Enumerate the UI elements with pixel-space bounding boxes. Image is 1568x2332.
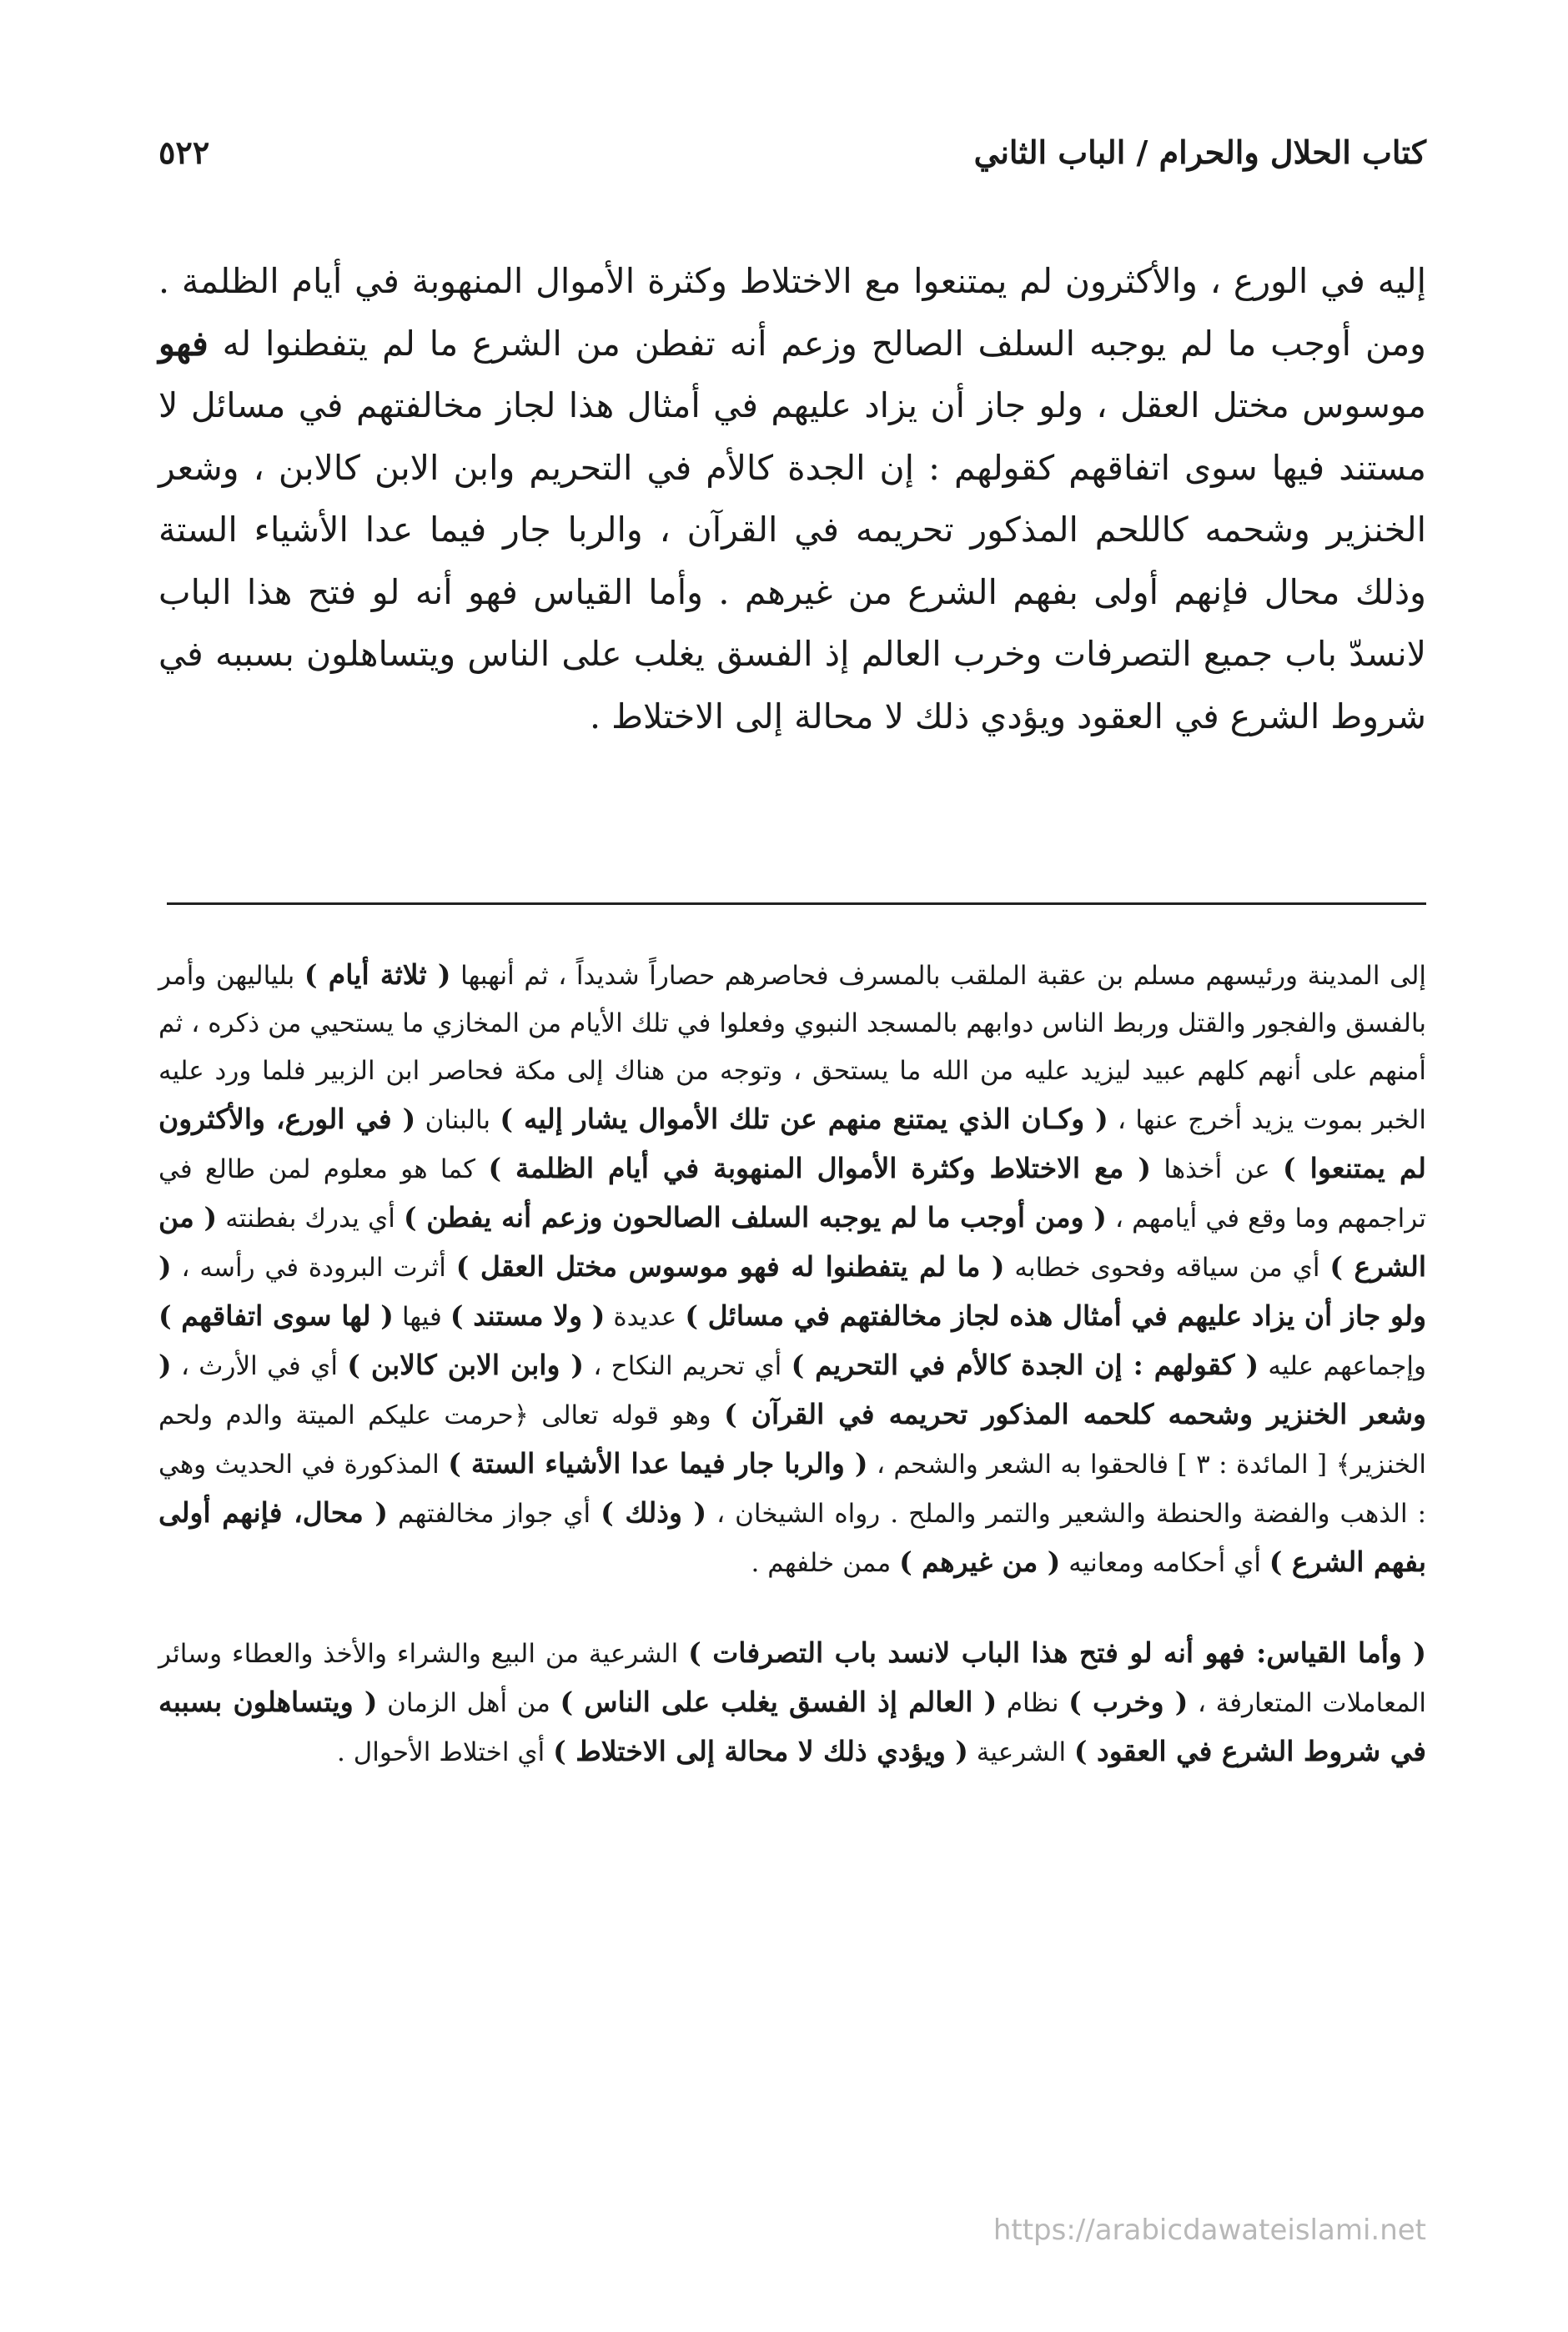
quoted-text: ( ولا مستند ) xyxy=(450,1299,606,1332)
main-sentence: ومن أوجب ما لم يوجبه السلف الصالح وزعم أنه تفطن من الشرع ما لم يتفطنوا له xyxy=(222,323,1426,364)
commentary-text: كما هو معلوم لمن طالع في تراجمهم وما وقع في أيامهم ، xyxy=(158,1154,1427,1234)
quoted-text: ( وذلك ) xyxy=(601,1496,707,1529)
commentary-text: نظام xyxy=(1006,1688,1059,1718)
commentary-text: أي في الأرث ، xyxy=(180,1351,338,1381)
commentary-text: فيها xyxy=(401,1302,442,1332)
quoted-text: ( كقولهم : إن الجدة كالأم في التحريم ) xyxy=(791,1349,1259,1381)
quoted-text: ( من غيرهم ) xyxy=(899,1545,1061,1578)
page-header xyxy=(158,133,1426,183)
commentary-text: ممن خلفهم . xyxy=(751,1548,892,1578)
commentary-text: أي أحكامه ومعانيه xyxy=(1068,1548,1261,1578)
quoted-text: ( لها سوى اتفاقهم ) xyxy=(158,1299,394,1332)
commentary-text: أثرت البرودة في رأسه ، xyxy=(181,1253,446,1283)
commentary-text: إلى المدينة ورئيسهم مسلم بن عقبة الملقب بالمسرف فحاصرهم حصاراً شديداً ، ثم أنهبها xyxy=(460,961,1427,991)
quoted-text: ( وكـان الذي يمتنع منهم عن تلك الأموال يشار إليه ) xyxy=(500,1103,1108,1135)
main-text xyxy=(158,250,1426,747)
footnote-divider xyxy=(167,902,1426,905)
quoted-text: ( وشعر الخنزير وشحمه كلحمه المذكور تحريمه في القرآن ) xyxy=(158,1349,1426,1430)
commentary-text: أي تحريم النكاح ، xyxy=(593,1351,782,1381)
main-sentence-bold: فهو xyxy=(158,323,209,364)
main-sentence: إليه في الورع ، والأكثرون لم يمتنعوا مع الاختلاط وكثرة الأموال المنهوبة في أيام الظلمة . xyxy=(158,261,1426,301)
quoted-text: ( محال، فإنهم أولى بفهم الشرع ) xyxy=(158,1496,1426,1578)
quoted-text: ( في الورع، والأكثرون لم يمتنعوا ) xyxy=(158,1103,1426,1184)
quoted-text: ( العالم إذ الفسق يغلب على الناس ) xyxy=(560,1686,998,1718)
quoted-text: ( والربا جار فيما عدا الأشياء الستة ) xyxy=(448,1447,868,1480)
quoted-text: ( وابن الابن كالابن ) xyxy=(347,1349,584,1381)
quoted-text: ( مع الاختلاط وكثرة الأموال المنهوبة في أيام الظلمة ) xyxy=(488,1152,1151,1184)
commentary xyxy=(158,951,1426,1777)
quoted-text: ( ما لم يتفطنوا له فهو موسوس مختل العقل ) xyxy=(455,1250,1005,1283)
quoted-text: ( ويتساهلون بسببه في شروط الشرع في العقود ) xyxy=(158,1686,1426,1767)
commentary-text: بالبنان xyxy=(425,1105,491,1135)
commentary-text: أي يدرك بفطنته xyxy=(225,1204,395,1234)
commentary-paragraph xyxy=(158,951,1426,1587)
commentary-text: من أهل الزمان xyxy=(387,1688,550,1718)
quoted-text: ( من الشرع ) xyxy=(158,1201,1427,1283)
running-title: كتاب الحلال والحرام / الباب الثاني xyxy=(973,133,1426,171)
commentary-text: أي جواز مخالفتهم xyxy=(398,1499,591,1529)
quoted-text: ( وخرب ) xyxy=(1068,1686,1189,1718)
commentary-text: أي اختلاط الأحوال . xyxy=(337,1737,545,1767)
commentary-text: عن أخذها xyxy=(1163,1154,1270,1184)
commentary-text: بلياليهن وأمر بالفسق والفجور والقتل وربط الناس دوابهم بالمسجد النبوي وفعلوا في تلك الأيام من المخازي ما يستحيي من ذكره ، ثم أمنهم على أنهم كلهم عبيد ليزيد عليه من الله ما يستحق ، وتوجه من هناك إلى مكة فحاصر ابن الزبير فلما ورد عليه الخبر بموت يزيد أخرج عنها ، xyxy=(158,961,1426,1135)
commentary-text: الشرعية xyxy=(976,1737,1067,1767)
quoted-text: ( ومن أوجب ما لم يوجبه السلف الصالحون وزعم أنه يفطن ) xyxy=(403,1201,1107,1234)
quoted-text: ( وأما القياس: فهو أنه لو فتح هذا الباب لانسد باب التصرفات ) xyxy=(688,1636,1426,1669)
commentary-text: عديدة xyxy=(613,1302,677,1332)
main-paragraph xyxy=(158,250,1426,747)
commentary-text: وإجماعهم عليه xyxy=(1268,1351,1427,1381)
quoted-text: ( ثلاثة أيام ) xyxy=(304,958,451,991)
commentary-text: الشرعية من البيع والشراء والأخذ والعطاء وسائر المعاملات المتعارفة ، xyxy=(158,1639,1426,1718)
commentary-text: وهو قوله تعالى ﴿حرمت عليكم الميتة والدم ولحم الخنزير﴾ [ المائدة : ٣ ] فالحقوا به الشعر والشحم ، xyxy=(158,1400,1426,1480)
commentary-text: المذكورة في الحديث وهي : الذهب والفضة والحنطة والشعير والتمر والملح . رواه الشيخان ، xyxy=(158,1450,1427,1529)
quoted-text: ( ولو جاز أن يزاد عليهم في أمثال هذه لجاز مخالفتهم في مسائل ) xyxy=(158,1250,1427,1332)
page-number: ٥٢٢ xyxy=(158,133,210,171)
main-sentence: موسوس مختل العقل ، ولو جاز أن يزاد عليهم في أمثال هذا لجاز مخالفتهم في مسائل لا مستند فيها سوى اتفاقهم كقولهم : إن الجدة كالأم في التحريم وابن الابن كالابن ، وشعر الخنزير وشحمه كاللحم المذكور تحريمه في القرآن ، والربا جار فيما عدا الأشياء الستة وذلك محال فإنهم أولى بفهم الشرع من غيرهم . وأما القياس فهو أنه لو فتح هذا الباب لانسدّ باب جميع التصرفات وخرب العالم إذ الفسق يغلب على الناس ويتساهلون بسببه في شروط الشرع في العقود ويؤدي ذلك لا محالة إلى الاختلاط . xyxy=(158,385,1426,736)
watermark-url: https://arabicdawateislami.net xyxy=(993,2214,1426,2247)
commentary-paragraph xyxy=(158,1629,1426,1777)
quoted-text: ( ويؤدي ذلك لا محالة إلى الاختلاط ) xyxy=(553,1735,968,1767)
commentary-text: أي من سياقه وفحوى خطابه xyxy=(1014,1253,1320,1283)
